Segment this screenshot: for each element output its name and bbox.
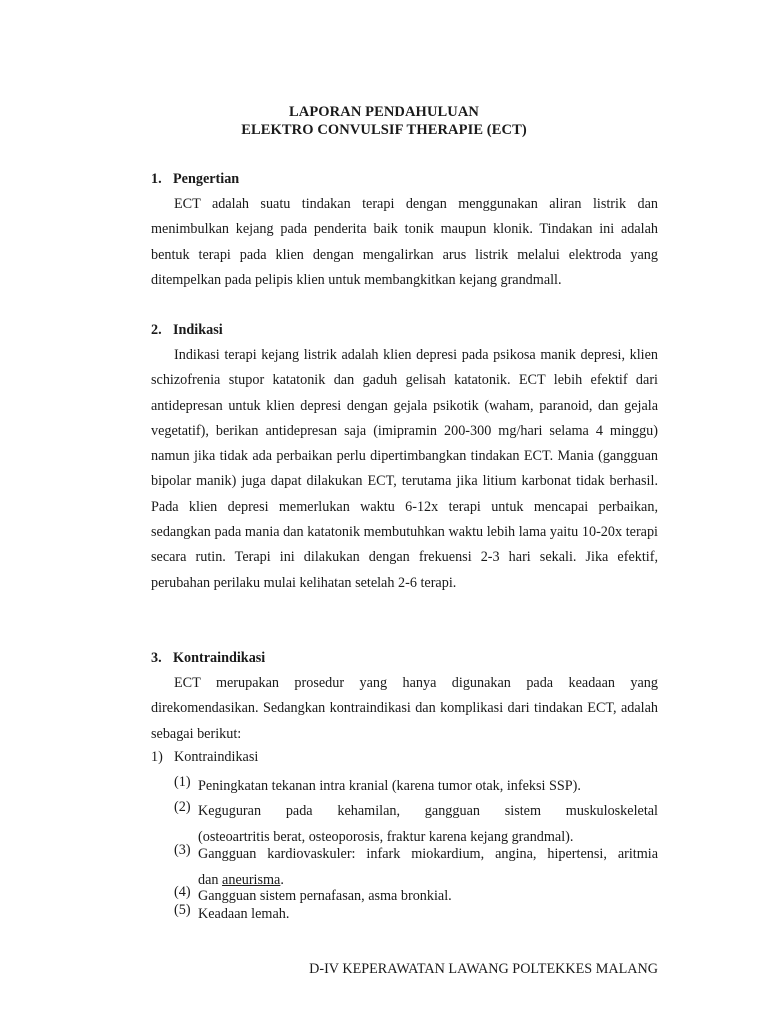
paragraph-text: ECT adalah suatu tindakan terapi dengan menggunakan aliran listrik dan menimbulkan kejang pada penderita baik tonik maupun klonik. Tindakan ini adalah bentuk terapi pada klien dengan mengalirkan arus listrik melalui elektroda yang ditempelkan pada pelipis klien untuk membangkitkan kejang grandmall. <box>151 196 658 288</box>
section-title: Indikasi <box>173 322 223 338</box>
paragraph-indikasi <box>151 343 658 596</box>
list-item: (1) Peningkatan tekanan intra kranial (karena tumor otak, infeksi SSP). <box>174 774 581 794</box>
aneurisma-link[interactable]: aneurisma <box>222 871 281 888</box>
list-heading-kontraindikasi <box>151 749 258 766</box>
list-label: Kontraindikasi <box>174 749 259 765</box>
list-item: (2) Keguguran pada kehamilan, gangguan sistem muskuloskeletal (osteoartritis berat, osteoporosis, fraktur karena kejang grandmal). <box>174 799 658 845</box>
page-footer: D-IV KEPERAWATAN LAWANG POLTEKKES MALANG <box>309 961 658 977</box>
paragraph-kontraindikasi <box>151 671 658 747</box>
paragraph-text: ECT merupakan prosedur yang hanya digunakan pada keadaan yang direkomendasikan. Sedangkan kontraindikasi dan komplikasi dari tindakan ECT, adalah sebagai berikut: <box>151 675 658 742</box>
section-heading-pengertian <box>151 171 239 188</box>
document-title-line-2: ELEKTRO CONVULSIF THERAPIE (ECT) <box>241 122 527 138</box>
list-item: (5) Keadaan lemah. <box>174 902 290 922</box>
section-heading-kontraindikasi <box>151 650 265 667</box>
section-number: 1. <box>151 171 162 187</box>
section-title: Kontraindikasi <box>173 650 266 666</box>
section-heading-indikasi <box>151 322 223 339</box>
paragraph-text: Indikasi terapi kejang listrik adalah klien depresi pada psikosa manik depresi, klien schizofrenia stupor katatonik dan gaduh gelisah katatonik. ECT lebih efektif dari antidepresan untuk klien depresi dengan gejala psikotik (waham, paranoid, dan gejala vegetatif), berikan antidepresan saja (imipramin 200-300 mg/hari selama 4 minggu) namun jika tidak ada perbaikan perlu dipertimbangkan tindakan ECT. Mania (gangguan bipolar manik) juga dapat dilakukan ECT, terutama jika litium karbonat tidak berhasil. Pada klien depresi memerlukan waktu 6-12x terapi untuk mencapai perbaikan, sedangkan pada mania dan katatonik membutuhkan waktu lebih lama yaitu 10-20x terapi secara rutin. Terapi ini dilakukan dengan frekuensi 2-3 hari sekali. Jika efektif, perubahan perilaku mulai kelihatan setelah 2-6 terapi. <box>151 347 658 591</box>
document-title-line-1: LAPORAN PENDAHULUAN <box>289 104 479 120</box>
list-number: 1) <box>151 749 163 765</box>
list-item: (4) Gangguan sistem pernafasan, asma bronkial. <box>174 884 452 904</box>
list-item: (3) Gangguan kardiovaskuler: infark miokardium, angina, hipertensi, aritmia dan aneurisma. <box>174 842 658 888</box>
section-number: 3. <box>151 650 162 666</box>
section-number: 2. <box>151 322 162 338</box>
paragraph-pengertian <box>151 192 658 293</box>
section-title: Pengertian <box>173 171 240 187</box>
